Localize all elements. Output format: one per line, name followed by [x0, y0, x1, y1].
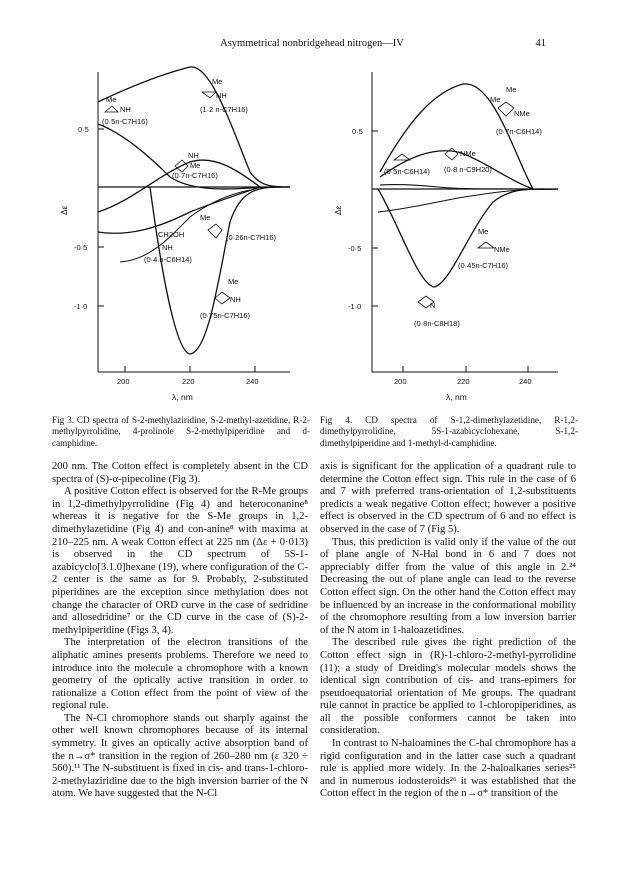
- fig4-label-c5: (0·8n-C8H18): [414, 319, 460, 328]
- fig3-label-me1: Me: [212, 77, 223, 86]
- fig4-label-c2: (0·8 n-C9H20): [444, 165, 492, 174]
- fig3-label-c4: (0·26n-C7H16): [226, 233, 277, 242]
- fig3-label-me3: Me: [190, 161, 201, 170]
- fig4-caption: Fig 4. CD spectra of S-1,2-dimethylazetidine, R-1,2-dimethylpyrrolidine, 5S-1-azabicyclohexane, S-1,2-dimethylpiperidine and 1-methyl-d-camphidine.: [320, 415, 578, 448]
- fig4-ytick-2: -1·0: [348, 302, 362, 311]
- fig3-label-c1: (1·2 n-C7H16): [200, 105, 248, 114]
- right-column: [320, 461, 576, 801]
- right-paragraph-4: In contrast to N-haloamines the C-hal chromophore has a rigid configuration and in the latter case such a quadrant rule is applied more widely. In the 2-haloalkanes series²⁵ and in numerous iodosteroids²⁶ it was established that the Cotton effect in the region of the n→σ* transition of the: [320, 738, 576, 800]
- fig4-xtick-0: 200: [394, 377, 407, 386]
- fig4-label-c4: (0·45n-C7H16): [458, 261, 509, 270]
- fig3-label-nh3: NH: [188, 151, 199, 160]
- fig3-label-nh4: NH: [162, 243, 173, 252]
- left-paragraph-1: 200 nm. The Cotton effect is completely absent in the CD spectra of (S)-α-pipecoline (Fig 3).: [52, 461, 308, 485]
- right-paragraph-1: axis is significant for the application of a quadrant rule to determine the Cotton effect sign. This rule in the case of 6 and 7 with preferred trans-orientation of 1,2-substituents predicts a weak negative Cotton effect; however a positive effect is observed in the CD spectrum of 6 and no effect is observed in the case of 7 (Fig 5).: [320, 461, 576, 535]
- fig3-ytick-1: -0·5: [74, 243, 88, 252]
- page-header: [0, 38, 624, 54]
- running-title: Asymmetrical nonbridgehead nitrogen—IV: [220, 38, 404, 49]
- fig3-curve-pyrrolidine: [98, 160, 260, 212]
- fig3-caption: Fig 3. CD spectra of S-2-methylaziridine, S-2-methyl-azetidine, R-2-methylpyrrolidine, 4-prolinole S-2-methylpiperidine and d-camphidine.: [52, 415, 310, 448]
- fig4-label-me1: Me: [506, 85, 517, 94]
- fig3-xtick-0: 200: [117, 377, 130, 386]
- fig4-curve-piperidine: [378, 189, 543, 287]
- fig4-label-nme1: NMe: [514, 109, 530, 118]
- fig4-ylabel: Δε: [333, 205, 343, 215]
- fig4-xtick-2: 240: [519, 377, 532, 386]
- fig4-label-c1: (0·7n-C6H14): [496, 127, 542, 136]
- fig3-label-me5: Me: [228, 277, 239, 286]
- fig4-xlabel: λ, nm: [446, 392, 467, 402]
- fig3-label-c5: (0·4 n-C6H14): [144, 255, 192, 264]
- fig3-label-c2: (0·5n-C7H16): [102, 117, 148, 126]
- fig4-xtick-1: 220: [457, 377, 470, 386]
- fig4-ytick-0: 0·5: [352, 127, 363, 136]
- fig4-label-me1b: Me: [490, 95, 501, 104]
- left-paragraph-2: A positive Cotton effect is observed for the R-Me groups in 1,2-dimethylpyrrolidine (Fig 4) and heteroconanine⁸ whereas it is negative for the S-Me groups in 1,2-dimethylazetidine (Fig 4) and con-anine⁸ with maxima at 210–225 nm. A weak Cotton effect at 225 nm (Δε + 0·013) is observed in the CD spectrum of 5S-1-azabicyclo[3.1.0]hexane (19), where configuration of the C-2 center is the same as for 9. Probably, 2-substituted piperidines are the exception since methylation does not change the character of ORD curve in the case of sedridine and allosedridine⁷ or the CD curve in the case of (S)-2-methylpiperidine (Figs 3, 4).: [52, 486, 308, 636]
- fig3-xtick-2: 240: [246, 377, 259, 386]
- figure-3-plot: [50, 62, 310, 402]
- fig3-label-ch2oh: CH2OH: [158, 230, 185, 239]
- left-paragraph-3: The interpretation of the electron transitions of the aliphatic amines presents problems. Therefore we need to introduce into the molecule a chromophore with a known geometry of the optically active transition in order to rationalize a Cotton effect from the point of view of the regional rule.: [52, 637, 308, 712]
- fig4-curve-azabicyclo: [380, 185, 528, 189]
- fig4-label-nme2: NMe: [460, 149, 476, 158]
- fig4-label-nme3: NMe: [494, 245, 510, 254]
- left-column: [52, 461, 308, 801]
- fig3-label-nh2: NH: [120, 105, 131, 114]
- fig3-ytick-0: 0·5: [78, 125, 89, 134]
- fig4-label-c3: (0·5n-C6H14): [384, 167, 430, 176]
- fig4-label-n5: N: [430, 301, 436, 310]
- fig3-ytick-2: -1·0: [74, 302, 88, 311]
- fig3-label-me4: Me: [200, 213, 211, 222]
- fig3-curve-camphidine: [150, 187, 280, 354]
- fig4-ytick-1: -0·5: [348, 244, 362, 253]
- page-number: 41: [535, 38, 546, 49]
- fig4-label-me3: Me: [478, 227, 489, 236]
- fig3-ylabel: Δε: [59, 205, 69, 215]
- fig3-label-nh5: NH: [230, 295, 241, 304]
- fig3-xlabel: λ, nm: [172, 392, 193, 402]
- fig3-label-nh1: NH: [216, 91, 227, 100]
- fig3-label-c3: (0·7n-C7H16): [172, 171, 218, 180]
- fig3-label-c6: (0·75n-C7H16): [200, 311, 251, 320]
- right-paragraph-2: Thus, this prediction is valid only if the value of the out of plane angle of N-Hal bond in 6 and 7 does not appreciably differ from the value of this angle in 2.²⁴ Decreasing the out of plane angle can lead to the reverse Cotton effect sign. On the other hand the Cotton effect may be influenced by an increase in the conformational mobility of the chromophore resulting from a low inversion barrier of the N atom in 1-haloazetidines.: [320, 536, 576, 636]
- fig4-curve-camphidine: [378, 189, 538, 212]
- fig3-curve-piperidine: [120, 190, 250, 262]
- right-paragraph-3: The described rule gives the right prediction of the Cotton effect sign in (R)-1-chloro-2-methyl-pyrrolidine (11); a study of Dreiding's molecular models shows the identical sign contribution of cis- and trans-epimers for pseudoequatorial orientation of Me groups. The quadrant rule cannot in practice be applied to 1-chloropiperidines, as all the possible conformers cannot be taken into consideration.: [320, 637, 576, 737]
- figure-4-plot: [318, 62, 578, 402]
- left-paragraph-4: The N-Cl chromophore stands out sharply against the other well known chromophores because of its internal symmetry. It gives an optically active absorption band of the n→σ* transition in the region of 260–280 nm (ε 320 ÷ 560).¹¹ The N-substituent is fixed in cis- and trans-1-chloro-2-methylaziridine due to the high inversion barrier of the N atom. We have suggested that the N-Cl: [52, 712, 308, 800]
- fig3-label-me2: Me: [106, 95, 117, 104]
- fig3-xtick-1: 220: [182, 377, 195, 386]
